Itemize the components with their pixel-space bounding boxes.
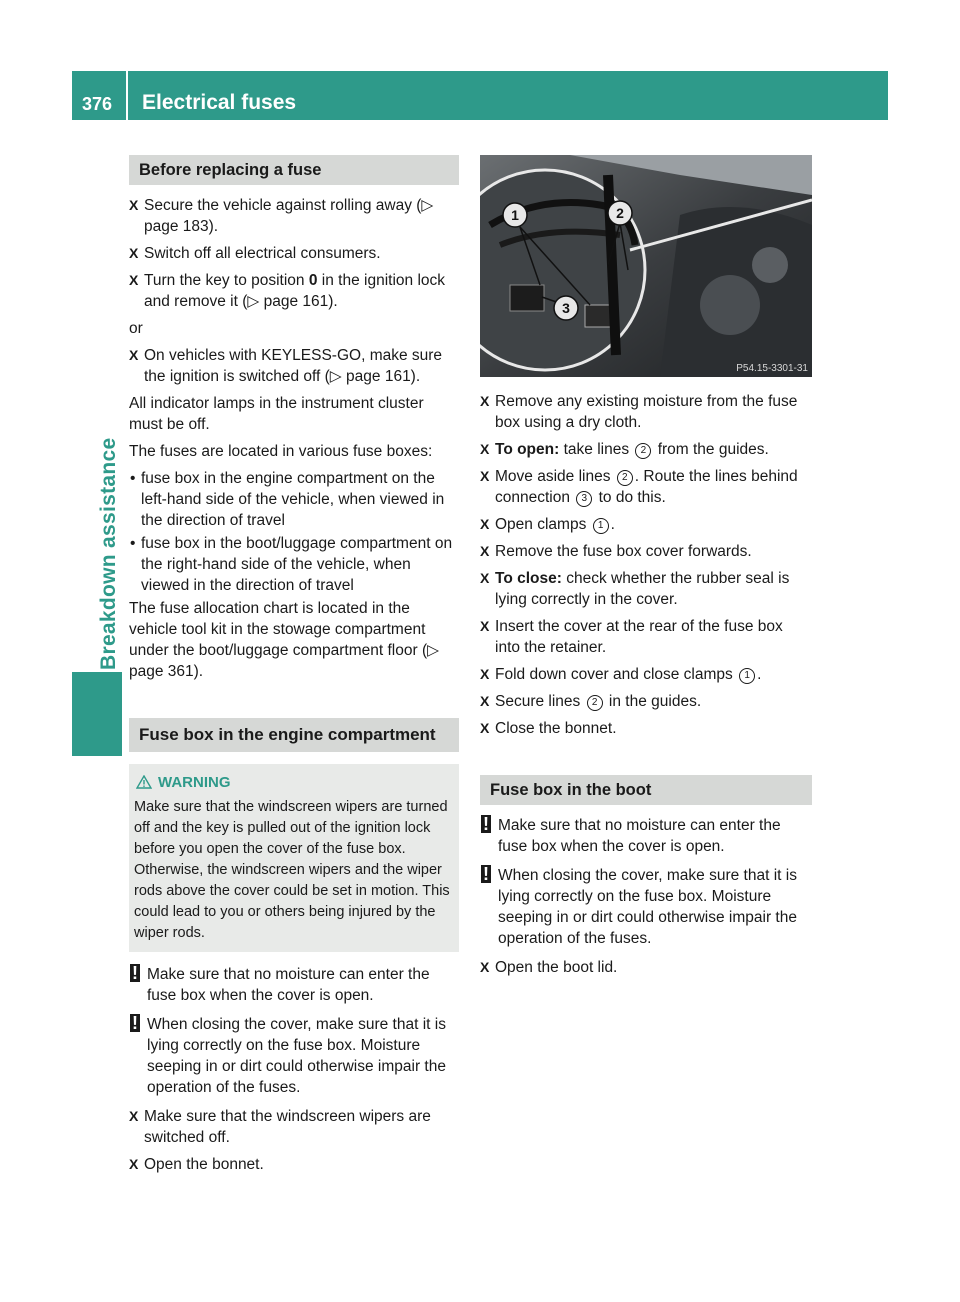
circled-number-2: 2 [635,443,651,459]
step-secure-lines [480,691,812,712]
callout-1-label: 1 [511,207,519,223]
warning-triangle-icon [136,775,152,789]
section-heading-before-replacing: Before replacing a fuse [129,155,459,185]
step-label: To open: [495,441,560,458]
step-text: . Route the lines behind connection [495,468,798,506]
step-close-clamps [480,664,812,685]
note-closing-cover-boot: ! When closing the cover, make sure that it is lying correctly on the fuse box. Moisture seeping in or dirt could otherwise impair the operation of the fuses. [480,865,812,949]
engine-bay-illustration [480,155,812,377]
section-heading-engine-compartment: Fuse box in the engine compartment [129,718,459,752]
step-open-bonnet: X Open the bonnet. [129,1154,459,1175]
step-text: check whether the rubber seal is lying correctly in the cover. [495,570,790,608]
step-secure-vehicle: X Secure the vehicle against rolling away (▷ page 183). [129,195,459,237]
step-label: To close: [495,570,562,587]
warning-box [129,764,459,952]
left-column [129,155,459,1181]
circled-number-3: 3 [576,491,592,507]
circled-number-2: 2 [617,470,633,486]
warning-text: Make sure that the windscreen wipers are turned off and the key is pulled out of the ignition lock before you open the cover of the fuse box. Otherwise, the windscreen wipers and the wiper rods above the cover could be set in motion. This could lead to you or others being injured by the wiper rods. [134,799,450,941]
circled-number-1: 1 [593,518,609,534]
warning-title: WARNING [158,774,231,791]
bullet-engine-fuse-box: • fuse box in the engine compartment on the left-hand side of the vehicle, when viewed in the direction of travel [129,468,459,531]
paragraph-indicator-lamps: All indicator lamps in the instrument cluster must be off. [129,395,424,433]
chapter-title: Electrical fuses [142,91,297,114]
step-to-open [480,439,812,460]
step-remove-cover: X Remove the fuse box cover forwards. [480,541,812,562]
photo-code: P54.15-3301-31 [736,363,808,374]
side-tab-label: Breakdown assistance [97,437,120,670]
step-switch-off-consumers: X Switch off all electrical consumers. [129,243,459,264]
step-close-bonnet: X Close the bonnet. [480,718,812,739]
key-position: 0 [308,272,318,289]
side-tab-marker [72,672,122,756]
engine-fuse-box-photo [480,155,812,377]
paragraph-fuse-locations: The fuses are located in various fuse boxes: [129,443,433,460]
step-text: Secure lines [495,693,585,710]
step-turn-key [129,270,459,312]
note-moisture-boot: ! Make sure that no moisture can enter the fuse box when the cover is open. [480,815,812,857]
header-divider [126,71,128,120]
note-closing-cover: ! When closing the cover, make sure that it is lying correctly on the fuse box. Moisture seeping in or dirt could otherwise impair the operation of the fuses. [129,1014,459,1098]
step-text: Move aside lines [495,468,615,485]
callout-3-label: 3 [562,300,570,316]
step-open-clamps [480,514,812,535]
callout-3 [554,296,578,320]
step-open-boot-lid: X Open the boot lid. [480,957,812,978]
paragraph-allocation-chart: The fuse allocation chart is located in the vehicle tool kit in the stowage compartment under the boot/luggage compartment floor (▷ page 361). [129,600,440,680]
step-text: in the guides. [604,693,702,710]
step-text: take lines [559,441,634,458]
warning-heading [134,772,452,793]
callout-1 [503,203,527,227]
callout-2-label: 2 [616,205,624,221]
step-to-close [480,568,812,610]
step-text: in the ignition lock and remove it (▷ page 161). [144,272,446,310]
step-text: . [610,516,615,533]
or-text: or [129,320,143,337]
step-remove-moisture: X Remove any existing moisture from the fuse box using a dry cloth. [480,391,812,433]
note-moisture: ! Make sure that no moisture can enter the fuse box when the cover is open. [129,964,459,1006]
step-move-aside-lines [480,466,812,508]
step-keyless-go: X On vehicles with KEYLESS-GO, make sure the ignition is switched off (▷ page 161). [129,345,459,387]
step-insert-cover: X Insert the cover at the rear of the fuse box into the retainer. [480,616,812,658]
step-text: Fold down cover and close clamps [495,666,738,683]
bullet-boot-fuse-box: • fuse box in the boot/luggage compartment on the right-hand side of the vehicle, when viewed in the direction of travel [129,533,459,596]
circled-number-1: 1 [739,668,755,684]
page-number: 376 [82,94,113,114]
circled-number-2: 2 [587,695,603,711]
step-text: to do this. [594,489,666,506]
step-text: Open clamps [495,516,591,533]
callout-2 [608,201,632,225]
step-text: . [757,666,762,683]
page-header [72,71,888,120]
right-column [480,155,812,984]
section-heading-boot: Fuse box in the boot [480,775,812,805]
step-wipers-off: X Make sure that the windscreen wipers are switched off. [129,1106,459,1148]
step-text: from the guides. [653,441,769,458]
step-text: Turn the key to position [144,272,309,289]
